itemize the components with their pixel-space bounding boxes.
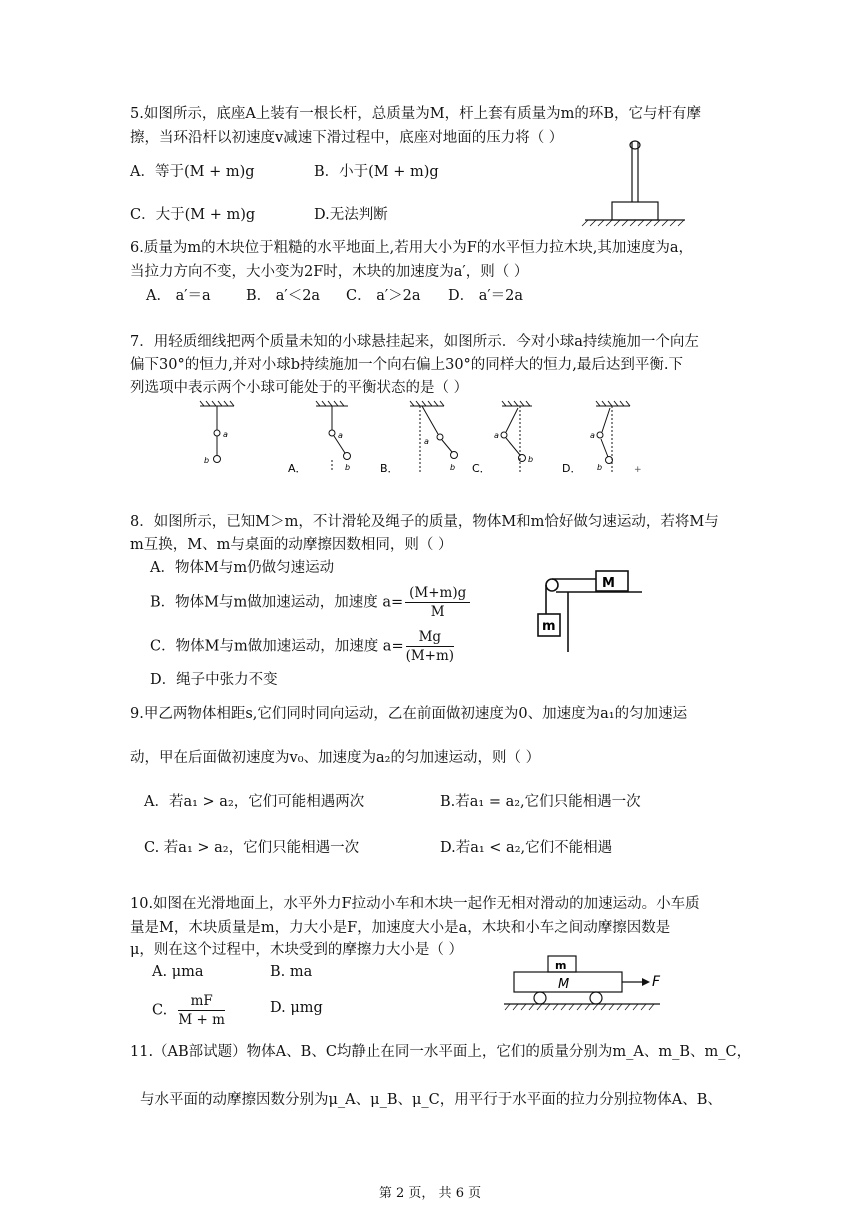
q6-option-d: D． a′＝2a (448, 288, 524, 304)
q8-option-d: D．绳子中张力不变 (150, 672, 278, 688)
q10-option-b: B. ma (270, 964, 313, 980)
q9-option-c: C. 若a₁ > a₂，它们只能相遇一次 (144, 840, 360, 856)
svg-text:M: M (602, 576, 615, 591)
q9-line1: 9.甲乙两物体相距s,它们同时同向运动，乙在前面做初速度为0、加速度为a₁的匀加速运 (130, 706, 688, 722)
svg-text:F: F (652, 974, 661, 990)
q10-line1: 10.如图在光滑地面上，水平外力F拉动小车和木块一起作无相对滑动的加速运动。小车质 (130, 896, 700, 912)
svg-text:b: b (345, 463, 351, 472)
svg-text:m: m (542, 619, 556, 634)
svg-text:A．: A． (288, 462, 307, 475)
svg-text:C．: C． (472, 462, 491, 475)
svg-text:+: + (634, 465, 642, 475)
q11-line1: 11.（AB部试题）物体A、B、C均静止在同一水平面上，它们的质量分别为m_A、m_B、m_C， (130, 1044, 752, 1060)
svg-text:b: b (528, 455, 534, 464)
q8-option-a: A．物体M与m仍做匀速运动 (150, 560, 335, 576)
svg-text:a: a (424, 437, 429, 446)
q9-option-a: A．若a₁ > a₂，它们可能相遇两次 (144, 794, 365, 810)
svg-text:B．: B． (380, 462, 399, 475)
q6-option-b: B． a′＜2a (246, 288, 321, 304)
q5-line2: 擦，当环沿杆以初速度v减速下滑过程中，底座对地面的压力将（ ） (130, 130, 564, 146)
q10-option-a: A. μma (152, 964, 204, 980)
q5-option-d: D.无法判断 (314, 207, 388, 223)
q7-line3: 列选项中表示两个小球可能处于的平衡状态的是（ ） (130, 380, 469, 396)
q6-line1: 6.质量为m的木块位于粗糙的水平地面上,若用大小为F的水平恒力拉木块,其加速度为a， (130, 240, 694, 256)
q5-option-b: B．小于(M + m)g (314, 164, 439, 180)
q11-line2: 与水平面的动摩擦因数分别为μ_A、μ_B、μ_C，用平行于水平面的拉力分别拉物体A、B、 (140, 1092, 722, 1108)
q9-line2: 动，甲在后面做初速度为v₀、加速度为a₂的匀加速运动，则（ ） (130, 750, 541, 766)
q6-option-c: C． a′＞2a (346, 288, 421, 304)
svg-text:a: a (590, 431, 595, 440)
q6-option-a: A． a′＝a (146, 288, 211, 304)
q5-figure-base-rod (580, 132, 690, 228)
q8-line2: m互换，M、m与桌面的动摩擦因数相同，则（ ） (130, 537, 453, 553)
q9-option-b: B.若a₁ = a₂,它们只能相遇一次 (440, 794, 641, 810)
svg-text:m: m (555, 959, 567, 972)
svg-text:D．: D． (562, 462, 582, 475)
q10-option-d: D. μmg (270, 1000, 323, 1016)
svg-text:b: b (450, 463, 456, 472)
svg-text:b: b (204, 456, 210, 465)
svg-text:M: M (558, 977, 570, 992)
q8-option-b: B．物体M与m做加速运动，加速度 a= $\frac{(M+m)g}{M}$ (150, 584, 470, 621)
svg-text:a: a (338, 431, 343, 440)
q7-line1: 7．用轻质细线把两个质量未知的小球悬挂起来，如图所示．今对小球a持续施加一个向左 (130, 334, 699, 350)
q10-option-c: C. $\frac{mF}{M + m}$ (152, 993, 225, 1028)
q7-line2: 偏下30°的恒力,并对小球b持续施加一个向右偏上30°的同样大的恒力,最后达到平衡.下 (130, 357, 684, 373)
q6-line2: 当拉力方向不变，大小变为2F时，木块的加速度为a′，则（ ） (130, 264, 529, 280)
q10-line3: μ，则在这个过程中，木块受到的摩擦力大小是（ ） (130, 942, 464, 958)
q10-figure-cart (500, 950, 680, 1020)
q10-line2: 量是M，木块质量是m，力大小是F，加速度大小是a，木块和小车之间动摩擦因数是 (130, 920, 671, 936)
page-footer: 第 2 页， 共 6 页 (378, 1186, 482, 1201)
q9-option-d: D.若a₁ < a₂,它们不能相遇 (440, 840, 613, 856)
q5-option-c: C．大于(M + m)g (130, 207, 256, 223)
q8-option-c: C．物体M与m做加速运动，加速度 a= $\frac{Mg}{(M+m)}$ (150, 629, 455, 664)
q8-line1: 8．如图所示，已知M＞m，不计滑轮及绳子的质量，物体M和m恰好做匀速运动，若将M与 (130, 514, 719, 530)
svg-text:a: a (223, 430, 228, 439)
q5-option-a: A．等于(M + m)g (130, 164, 255, 180)
q8-figure-pulley (530, 566, 646, 656)
q7-figure-pendulums (190, 400, 650, 480)
svg-text:b: b (597, 463, 603, 472)
svg-text:a: a (494, 431, 499, 440)
q5-line1: 5.如图所示，底座A上装有一根长杆，总质量为M，杆上套有质量为m的环B，它与杆有摩 (130, 106, 702, 122)
